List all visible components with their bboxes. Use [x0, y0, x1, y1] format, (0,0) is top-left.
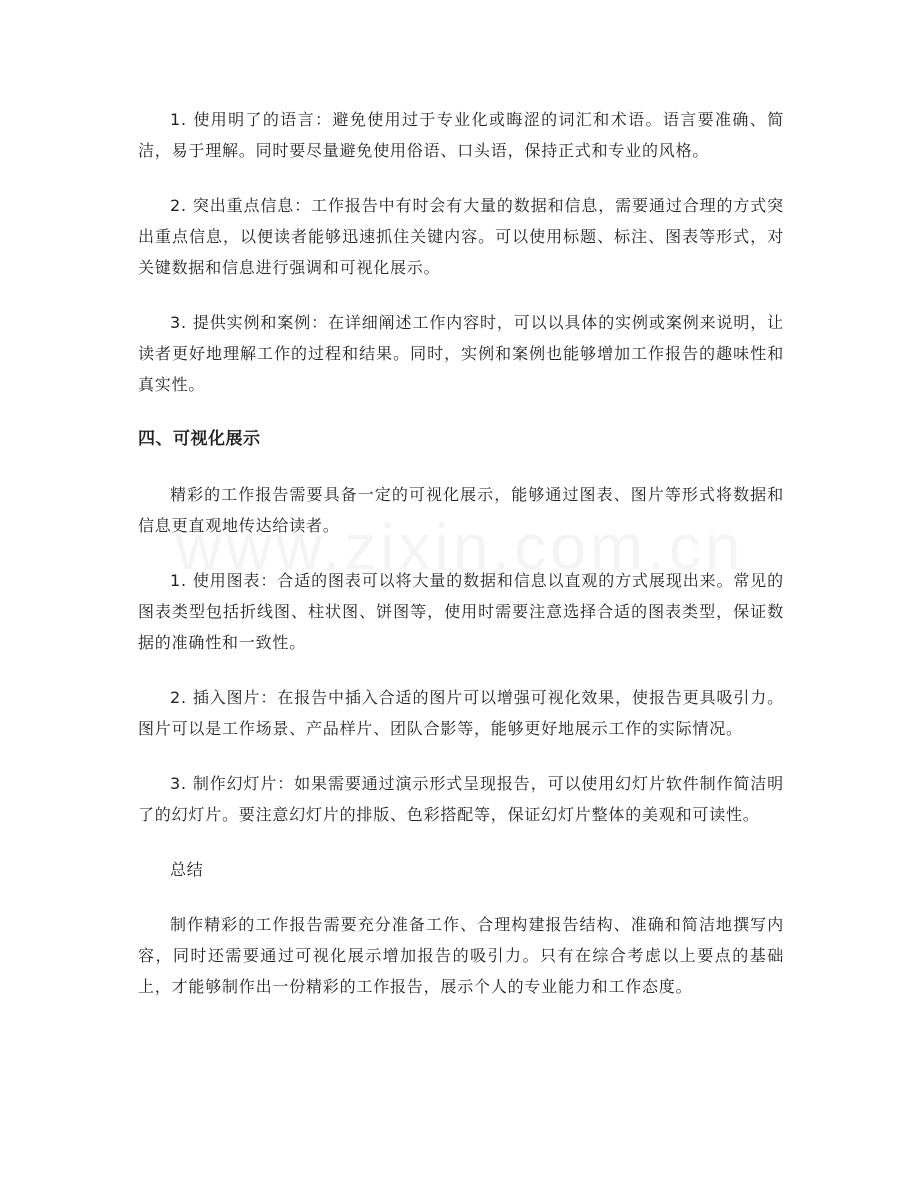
summary-text: 制作精彩的工作报告需要充分准备工作、合理构建报告结构、准确和简洁地撰写内容，同时还需要通过可视化展示增加报告的吸引力。只有在综合考虑以上要点的基础上，才能够制作出一份精彩的工作报告，展示个人的专业能力和工作态度。 [138, 915, 784, 996]
section4-intro: 精彩的工作报告需要具备一定的可视化展示，能够通过图表、图片等形式将数据和信息更直观地传达给读者。 [138, 485, 784, 535]
section4-heading: 四、可视化展示 [138, 429, 261, 449]
document-body [138, 104, 784, 1026]
summary-label: 总结 [170, 860, 204, 879]
section3-item-2: 2. 突出重点信息：工作报告中有时会有大量的数据和信息，需要通过合理的方式突出重点信息，以便读者能够迅速抓住关键内容。可以使用标题、标注、图表等形式，对关键数据和信息进行强调和可视化展示。 [138, 196, 784, 277]
section4-item-2: 2. 插入图片：在报告中插入合适的图片可以增强可视化效果，使报告更具吸引力。图片可以是工作场景、产品样片、团队合影等，能够更好地展示工作的实际情况。 [138, 688, 784, 738]
section3-item-1: 1. 使用明了的语言：避免使用过于专业化或晦涩的词汇和术语。语言要准确、简洁，易于理解。同时要尽量避免使用俗语、口头语，保持正式和专业的风格。 [138, 110, 784, 160]
section4-item-3: 3. 制作幻灯片：如果需要通过演示形式呈现报告，可以使用幻灯片软件制作简洁明了的幻灯片。要注意幻灯片的排版、色彩搭配等，保证幻灯片整体的美观和可读性。 [138, 774, 784, 824]
section3-item-3: 3. 提供实例和案例：在详细阐述工作内容时，可以以具体的实例或案例来说明，让读者更好地理解工作的过程和结果。同时，实例和案例也能够增加工作报告的趣味性和真实性。 [138, 313, 784, 394]
section4-item-1: 1. 使用图表：合适的图表可以将大量的数据和信息以直观的方式展现出来。常见的图表类型包括折线图、柱状图、饼图等，使用时需要注意选择合适的图表类型，保证数据的准确性和一致性。 [138, 571, 784, 652]
